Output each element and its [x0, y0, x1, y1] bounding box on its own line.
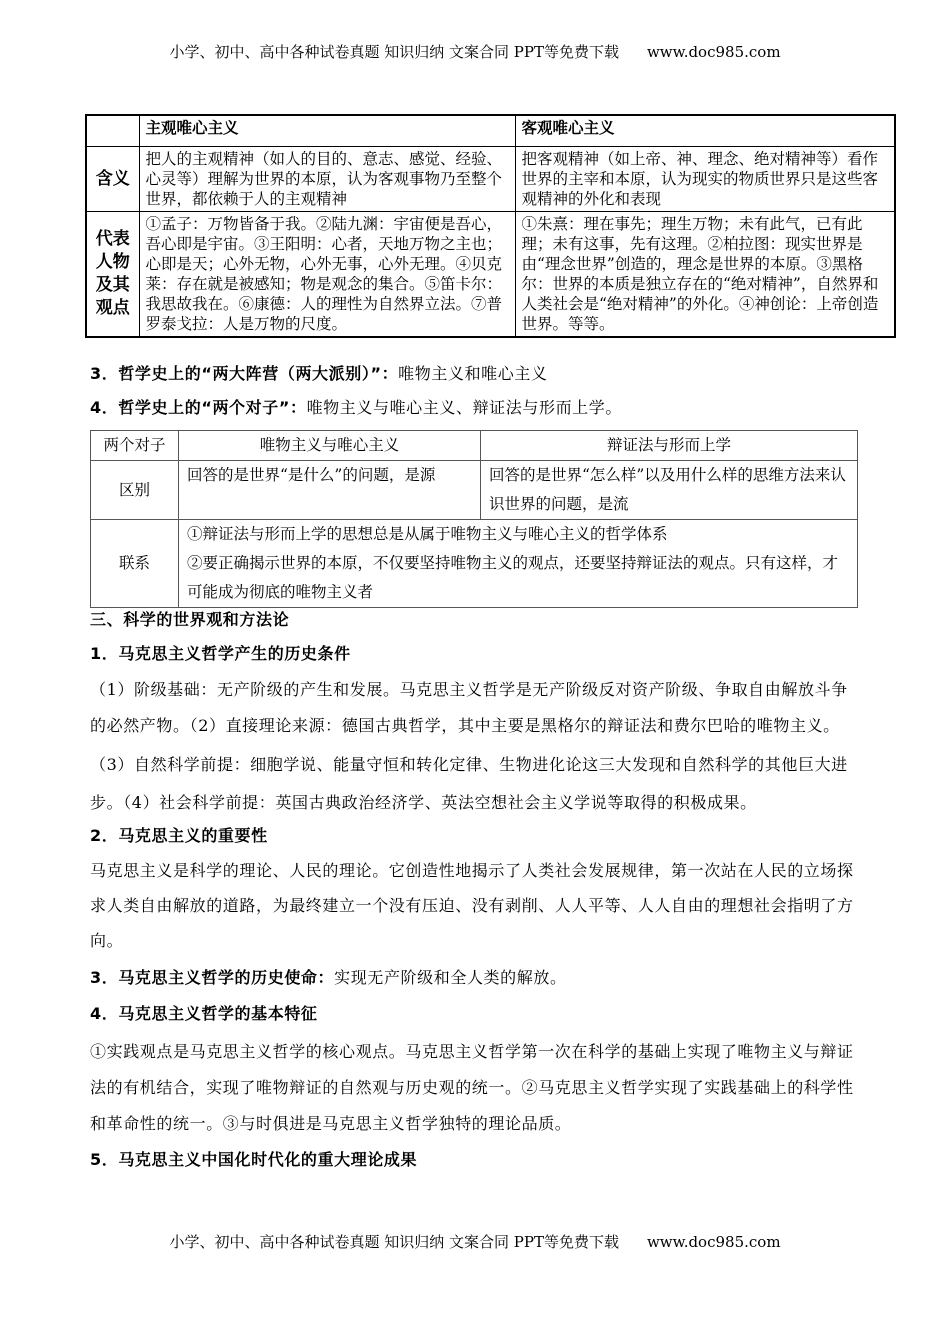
point-3 [90, 356, 862, 392]
table-row [91, 461, 858, 520]
point-heading: 4．哲学史上的“两个对子”： [90, 398, 307, 417]
page-header [0, 41, 950, 62]
table-cell [179, 520, 858, 608]
point-text: 唯物主义和唯心主义 [398, 364, 548, 383]
table-cell: 回答的是世界“怎么样”以及用什么样的思维方法来认识世界的问题，是流 [481, 461, 858, 520]
point-text: 唯物主义与唯心主义、辩证法与形而上学。 [306, 398, 622, 417]
footer-text: 小学、初中、高中各种试卷真题 知识归纳 文案合同 PPT等免费下载 [169, 1233, 619, 1251]
subsection-heading: 4．马克思主义哲学的基本特征 [90, 1004, 318, 1023]
link-line: ②要正确揭示世界的本原，不仅要坚持唯物主义的观点，还要坚持辩证法的观点。只有这样，才可能成为彻底的唯物主义者 [187, 554, 839, 601]
subsection-heading: 2．马克思主义的重要性 [90, 826, 268, 845]
pairs-table [90, 430, 858, 608]
table-header-cell [86, 115, 139, 147]
row-label: 联系 [91, 520, 179, 608]
table-row [86, 147, 895, 212]
point-heading: 3．马克思主义哲学的历史使命： [90, 968, 335, 987]
point-heading: 3．哲学史上的“两大阵营（两大派别）”： [90, 364, 399, 383]
point-text: 实现无产阶级和全人类的解放。 [334, 968, 567, 987]
paragraph: （1）阶级基础：无产阶级的产生和发展。马克思主义哲学是无产阶级反对资产阶级、争取自由解放斗争的必然产物。（2）直接理论来源：德国古典哲学，其中主要是黑格尔的辩证法和费尔巴哈的唯物主义。 [90, 680, 848, 735]
table-header-cell: 客观唯心主义 [515, 115, 895, 147]
table-cell: 把客观精神（如上帝、神、理念、绝对精神等）看作世界的主宰和本原，认为现实的物质世界只是这些客观精神的外化和表现 [515, 147, 895, 212]
header-text: 小学、初中、高中各种试卷真题 知识归纳 文案合同 PPT等免费下载 [169, 43, 619, 61]
table-cell: ①朱熹：理在事先；理生万物；未有此气，已有此理；未有这事，先有这理。②柏拉图：现实世界是由“理念世界”创造的，理念是世界的本原。③黑格尔：世界的本质是独立存在的“绝对精神”，自然界和人类社会是“绝对精神”的外化。④神创论：上帝创造世界。等等。 [515, 212, 895, 338]
paragraph: ①实践观点是马克思主义哲学的核心观点。马克思主义哲学第一次在科学的基础上实现了唯物主义与辩证法的有机结合，实现了唯物辩证的自然观与历史观的统一。②马克思主义哲学实现了实践基础上的科学性和革命性的统一。③与时俱进是马克思主义哲学独特的理论品质。 [90, 1042, 854, 1133]
link-line: ①辩证法与形而上学的思想总是从属于唯物主义与唯心主义的哲学体系 [187, 525, 668, 543]
subsection-heading: 1．马克思主义哲学产生的历史条件 [90, 644, 351, 663]
section-heading: 三、科学的世界观和方法论 [90, 610, 290, 629]
page-footer [0, 1231, 950, 1252]
idealism-table [85, 114, 896, 338]
footer-site-link[interactable]: www.doc985.com [646, 1233, 781, 1251]
table-cell: ①孟子：万物皆备于我。②陆九渊：宇宙便是吾心，吾心即是宇宙。③王阳明：心者，天地万物之主也；心即是天；心外无物，心外无事，心外无理。④贝克莱：存在就是被感知；物是观念的集合。⑤笛卡尔：我思故我在。⑥康德：人的理性为自然界立法。⑦普罗泰戈拉：人是万物的尺度。 [139, 212, 515, 338]
table-header-cell: 唯物主义与唯心主义 [179, 431, 481, 461]
header-site-link[interactable]: www.doc985.com [646, 43, 781, 61]
paragraph: 马克思主义是科学的理论、人民的理论。它创造性地揭示了人类社会发展规律，第一次站在人民的立场探求人类自由解放的道路，为最终建立一个没有压迫、没有剥削、人人平等、人人自由的理想社会指明了方向。 [90, 861, 854, 950]
row-label: 代表人物及其观点 [86, 212, 139, 338]
point-s3 [90, 960, 862, 996]
table-row [86, 212, 895, 338]
table-cell: 回答的是世界“是什么”的问题，是源 [179, 461, 481, 520]
row-label: 含义 [86, 147, 139, 212]
table-row [91, 520, 858, 608]
subsection-heading: 5．马克思主义中国化时代化的重大理论成果 [90, 1150, 418, 1169]
point-4 [90, 390, 862, 426]
paragraph: （3）自然科学前提：细胞学说、能量守恒和转化定律、生物进化论这三大发现和自然科学的其他巨大进步。（4）社会科学前提：英国古典政治经济学、英法空想社会主义学说等取得的积极成果。 [90, 755, 848, 812]
table-header-cell: 两个对子 [91, 431, 179, 461]
table-header-cell: 辩证法与形而上学 [481, 431, 858, 461]
table-header-cell: 主观唯心主义 [139, 115, 515, 147]
row-label: 区别 [91, 461, 179, 520]
table-cell: 把人的主观精神（如人的目的、意志、感觉、经验、心灵等）理解为世界的本原，认为客观事物乃至整个世界，都依赖于人的主观精神 [139, 147, 515, 212]
